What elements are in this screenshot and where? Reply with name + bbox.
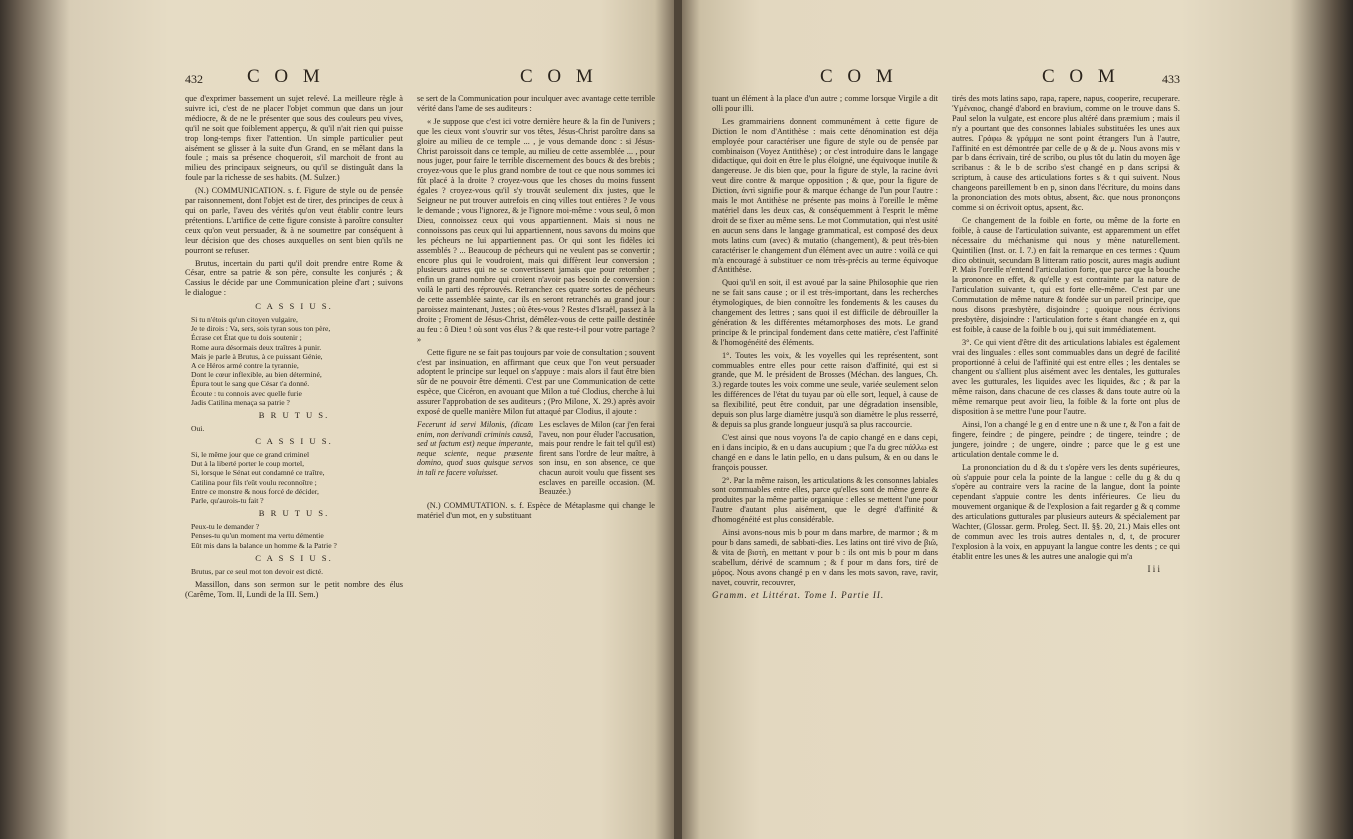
right-page	[712, 60, 1180, 830]
paragraph: que d'exprimer bassement un sujet relevé. La meilleure règle à suivre ici, c'est de ne placer l'objet commun que dans un jour médiocre, & de ne le présenter que sous des couleurs peu vives, qu'il ne soit que foiblement apperçu, & qu'il n'ait rien qui puisse trop long-temps fixer l'attention. Un simple particulier peut aisément se glisser à la suite d'un Grand, en se mêlant dans la foule ; mais sa présence choqueroit, s'il marchoit de front au milieu des principaux seigneurs, ou qu'il se distinguât dans la foule par la richesse de ses habits. (M. Sulzer.)	[185, 94, 403, 183]
left-page-header	[185, 60, 655, 94]
speaker-heading: C A S S I U S.	[255, 436, 333, 447]
paragraph: C'est ainsi que nous voyons l'a de capio changé en e dans cepi, en i dans incipio, & en u dans aucupium ; que l'a du grec πάλλω est changé en e dans le latin pello, en u dans pulsum, & en ou dans le françois pousser.	[712, 432, 938, 472]
verse-block: Si, le même jour que ce grand criminel Dut à la liberté porter le coup mortel, Si, lorsque le Sénat eut condamné ce traître, Catilina pour fils t'eût voulu reconnoître ; Entre ce monstre & nous forcé de décider, Parle, qu'aurois-tu fait ?	[191, 450, 325, 506]
speaker-heading: B R U T U S.	[258, 410, 330, 421]
right-page-column-1	[712, 94, 938, 600]
left-page	[185, 60, 655, 830]
paragraph: 1°. Toutes les voix, & les voyelles qui les représentent, sont commuables entre elles pour cette raison d'affinité, qui est si grande, que M. le président de Brosses (Méchan. des langues, Ch. 3.) regarde toutes les voix comme une seule, variée seulement selon les différences de l'état du tuyau par où elle sort, lequel, à cause de sa flexibilité, peut être conduit, par une dégradation insensible, depuis son plus large diamètre jusqu'à son diamètre le plus resserré, & depuis sa plus grande longueur jusqu'à sa plus raccourcie.	[712, 350, 938, 429]
book-gutter	[674, 0, 682, 839]
quotation-massillon: « Je suppose que c'est ici votre dernière heure & la fin de l'univers ; que les cieux vont s'ouvrir sur vos têtes, Jésus-Christ paroître dans sa gloire au milieu de ce temple ... , je vous demande donc : si Jésus-Christ paroissoit dans ce temple, au milieu de cette assemblée ... , pour nous juger, pour faire le terrible discernement des boucs & des brebis ; croyez-vous que le plus grand nombre de tout ce que nous sommes ici fût placé à la droite ? croyez-vous que les choses du moins fussent égales ? croyez-vous qu'il s'y trouvât seulement dix justes, que le Seigneur ne put trouver autrefois en cinq villes tout entières ? Je vous le demande ; vous l'ignorez, & je l'ignore moi-même : vous seul, ô mon Dieu, connoissez ceux qui vous appartiennent. Mais si nous ne connoissons pas ceux qui lui appartiennent, nous savons du moins que les pécheurs ne lui appartiennent pas. Or qui sont les fidèles ici assemblés ? ... Beaucoup de pécheurs qui ne veulent pas se convertir ; encore plus qui le voudroient, mais qui diffèrent leur conversion ; plusieurs autres qui ne se convertissent jamais que pour retomber ; enfin un grand nombre qui croient n'avoir pas besoin de conversion : voilà le parti des réprouvés. Retranchez ces quatre sortes de pécheurs de cette assemblée sainte, car ils en seront retranchés au grand jour : paroissez maintenant, Justes ; où êtes-vous ? Restes d'Israël, passez à la droite ; Froment de Jésus-Christ, démêlez-vous de cette paille destinée au feu : ô Dieu ! où sont vos élus ? & que reste-t-il pour votre partage ? »	[417, 116, 655, 344]
paragraph: tuant un élément à la place d'un autre ; comme lorsque Virgile a dit olli pour illi.	[712, 94, 938, 113]
paragraph: La prononciation du d & du t s'opère vers les dents supérieures, où s'appuie pour cela la pointe de la langue : celle du g & du q s'opère au contraire vers la racine de la langue, dont la pointe cependant s'appuie contre les dents inférieures. Ce lieu du mouvement organique & de l'explosion a fait regarder g & q comme des articulations gutturales par plusieurs auteurs & spécialement par Wachter, (Glossar. germ. Proleg. Sect. II. §§. 20, 21.) Mais elles ont de commun avec les trois autres dentales n, d, t, de procurer l'explosion à la voix, en appuyant la langue contre les dents ; ce qui établit entre les unes & les autres une analogie qui m'a	[952, 462, 1180, 561]
verse-block: Si tu n'étois qu'un citoyen vulgaire, Je te dirois : Va, sers, sois tyran sous ton père, Écrase cet État que tu dois soutenir ; Rome aura désormais deux traîtres à punir. Mais je parle à Brutus, à ce puissant Génie, A ce Héros armé contre la tyrannie, Dont le cœur inflexible, au bien déterminé, Épura tout le sang que César t'a donné. Écoute : tu connois avec quelle furie Jadis Catilina menaça sa patrie ?	[191, 315, 331, 407]
paragraph: Brutus, incertain du parti qu'il doit prendre entre Rome & César, entre sa patrie & son père, consulte les conjurés ; & Cassius le décide par une Communication pleine d'art ; suivons le dialogue :	[185, 258, 403, 298]
paragraph: Les grammairiens donnent communément à cette figure de Diction le nom d'Antithèse : mais cette dénomination est déja employée pour caractériser une figure de style ou de pensée par combinaison (Voyez Antithèse) ; or c'est introduire dans le langage didactique, qui doit en être le plus éloigné, une équivoque inutile & dangereuse. Je dis bien que, pour la figure de style, la racine ἀντὶ veut dire contre & marque opposition ; & que, pour la figure de Diction, ἀντὶ signifie pour & marque échange de l'un pour l'autre : mais le mot Antithèse ne présente pas moins à l'oreille le même matériel dans les deux cas, & conséquemment à l'esprit le même droit de se fixer au même sens. Le mot Commutation, qui n'est usité en aucun sens dans le langage grammatical, est composé des deux mots latins cum (avec) & mutatio (changement), & peut très-bien caractériser le changement d'un élément avec un autre : voilà ce qui m'a encouragé à substituer ce nom très-précis au terme équivoque d'Antithèse.	[712, 116, 938, 275]
left-page-column-1	[185, 94, 403, 603]
paragraph: Quoi qu'il en soit, il est avoué par la saine Philosophie que rien ne se fait sans cause ; or il est très-important, dans les recherches étymologiques, de bien connoître les fondements & les causes du changement des lettres ; sans quoi il est difficile de débrouiller la génération & les différentes métamorphoses des mots. Le grand principe & le principal fondement dans cette matière, c'est l'affinité & l'homogénéité des éléments.	[712, 278, 938, 347]
signature-line: Gramm. et Littérat. Tome I. Partie II.	[712, 589, 885, 600]
verse-block: Peux-tu le demander ? Penses-tu qu'un moment ma vertu démentie Eût mis dans la balance un homme & la Patrie ?	[191, 522, 337, 550]
paragraph: tirés des mots latins sapo, rapa, rapere, napus, cooperire, recuperare. Ὑμέναιος, changé d'abord en bravium, comme on le trouve dans S. Paul selon la vulgate, est encore plus altéré dans præmium ; mais il n'y a pourtant que des consonnes labiales substituées les unes aux autres. Γράφω & γράμμα ne sont point étrangers l'un à l'autre, l'affinité en est démontrée par celle de φ & de μ. Nous avons mis v par b dans écrivain, tiré de scribo, ou plus tôt du latin du moyen âge scribanus : & le b de scribo s'est changé en p dans scripsi & scriptum, à cause des articulations fortes s & t qui suivent. Nous changeons pareillement b en p, sinon dans l'écriture, du moins dans la prononciation des mots obtus, absent, &c. que nous prononçons comme si on écrivoit optus, apsent, &c.	[952, 94, 1180, 212]
paragraph: Massillon, dans son sermon sur le petit nombre des élus (Carême, Tom. II, Lundi de la III. Sem.)	[185, 579, 403, 599]
verse-block: Oui.	[191, 423, 205, 433]
latin-quote: Fecerunt id servi Milonis, (dicam enim, non derivandi criminis causâ, sed ut factum est) neque imperante, neque sciente, neque præsente domino, quod suos quisque servos in tali re facere voluisset.	[417, 420, 533, 477]
running-head-right-2: C O M	[1042, 66, 1120, 87]
left-page-column-2	[417, 94, 655, 524]
french-translation: Les esclaves de Milon (car j'en ferai l'aveu, non pour éluder l'accusation, mais pour rendre le fait tel qu'il est) firent sans l'ordre de leur maître, à son insu, en son absence, ce que chacun auroit voulu que fissent ses esclaves en pareille occasion. (M. Beauzée.)	[539, 420, 655, 497]
paragraph: Ainsi avons-nous mis b pour m dans marbre, de marmor ; & m pour b dans samedi, de sabbati-dies. Les latins ont tiré vivo de βιῶ, & vita de βιοτὴ, en mettant v pour b : ils ont mis b pour m dans scabellum, dérivé de scamnum ; & f pour m dans fors, tiré de μόρος. Nous avons changé p en v dans les mots savon, rave, ravir, navet, couvrir, recouvrer,	[712, 528, 938, 587]
paragraph: Cette figure ne se fait pas toujours par voie de consultation ; souvent c'est par insinuation, en affirmant que ceux que l'on veut persuader adoptent le principe sur lequel on s'appuye : mais alors il faut être bien sûr de ne pouvoir être démenti. C'est par une Communication de cette espèce, que Cicéron, en avouant que Milon a tué Clodius, cherche à lui assurer l'approbation de ses auditeurs ; (Pro Milone, X. 29.) après avoir exposé de quelle manière Milon fut attaqué par Clodius, il ajoute :	[417, 347, 655, 417]
speaker-heading: C A S S I U S.	[255, 552, 333, 563]
right-page-header	[712, 60, 1180, 94]
paragraph: Ainsi, l'on a changé le g en d entre une n & une r, & l'on a fait de fingere, feindre ; de pingere, peindre ; de tingere, teindre ; de jungere, joindre ; de ungere, oindre ; parce que le g est une articulation dentale comme le d.	[952, 420, 1180, 459]
paragraph: 2°. Par la même raison, les articulations & les consonnes labiales sont commuables entre elles, parce qu'elles sont de même genre & produites par la même partie organique : elles se mettent l'une pour l'autre d'autant plus aisément, que le degré d'affinité & d'homogénéité est plus considérable.	[712, 475, 938, 525]
running-head-left-1: C O M	[247, 66, 325, 87]
page-number-right: 433	[1162, 72, 1180, 86]
running-head-right-1: C O M	[820, 66, 898, 87]
parallel-translation	[417, 420, 655, 497]
paragraph: se sert de la Communication pour inculquer avec avantage cette terrible vérité dans l'ame de ses auditeurs :	[417, 94, 655, 113]
paragraph: Ce changement de la foible en forte, ou même de la forte en foible, à cause de l'articulation suivante, est apparemment un effet nécessaire du méchanisme qui nous y mène naturellement. Quintilien (Inst. or. I. 7.) en fait la remarque en ces termes : Quum dico obtinuit, secundam B litteram ratio poscit, aures magis audiunt P. Mais l'oreille n'entend l'articulation forte, que parce que la bouche la prononce en effet, & qu'elle y est contrainte par la nature de l'articulation suivante t, qui est forte elle-même. C'est par une Commutation de même nature & fondée sur un pareil principe, que nous disons præsbytère, disjoindre ; quoique nous écrivions presbytère, disjoindre : l'articulation forte s étant changée en z, qui est foible, à cause de la foible b ou j, qui suit immédiatement.	[952, 215, 1180, 334]
paragraph-commutation-entry: (N.) COMMUTATION. s. f. Espèce de Métaplasme qui change le matériel d'un mot, en y substituant	[417, 500, 655, 520]
running-head-left-2: C O M	[520, 66, 598, 87]
signature-mark: I i i	[1147, 563, 1160, 574]
paragraph: 3°. Ce qui vient d'être dit des articulations labiales est également vrai des linguales : elles sont commuables dans un degré de facilité proportionné à celui de l'affinité qui est entre elles ; les dentales se changent ou s'allient plus aisément avec les dentales, les gutturales avec les gutturales, les liquides avec les liquides, &c ; & par la même raison, dans chacune de ces classes & dans toute autre où la même remarque peut avoir lieu, la foible & la forte ont plus de disposition à se mettre l'une pour l'autre.	[952, 337, 1180, 417]
paragraph-communication-entry: (N.) COMMUNICATION. s. f. Figure de style ou de pensée par raisonnement, dont l'objet est de tirer, des principes de ceux à qui on parle, l'aveu des vérités qu'on veut établir contre leurs prétentions. L'artifice de cette figure consiste à paroître consulter ceux qu'on veut persuader, & à ne soumettre par conséquent à leur décision que des choses auxquelles on sent bien qu'ils ne pourront se refuser.	[185, 186, 403, 255]
right-page-column-2	[952, 94, 1180, 575]
page-number-left: 432	[185, 72, 203, 86]
speaker-heading: B R U T U S.	[258, 508, 330, 519]
speaker-heading: C A S S I U S.	[255, 301, 333, 312]
verse-block: Brutus, par ce seul mot ton devoir est dicté.	[191, 566, 324, 576]
